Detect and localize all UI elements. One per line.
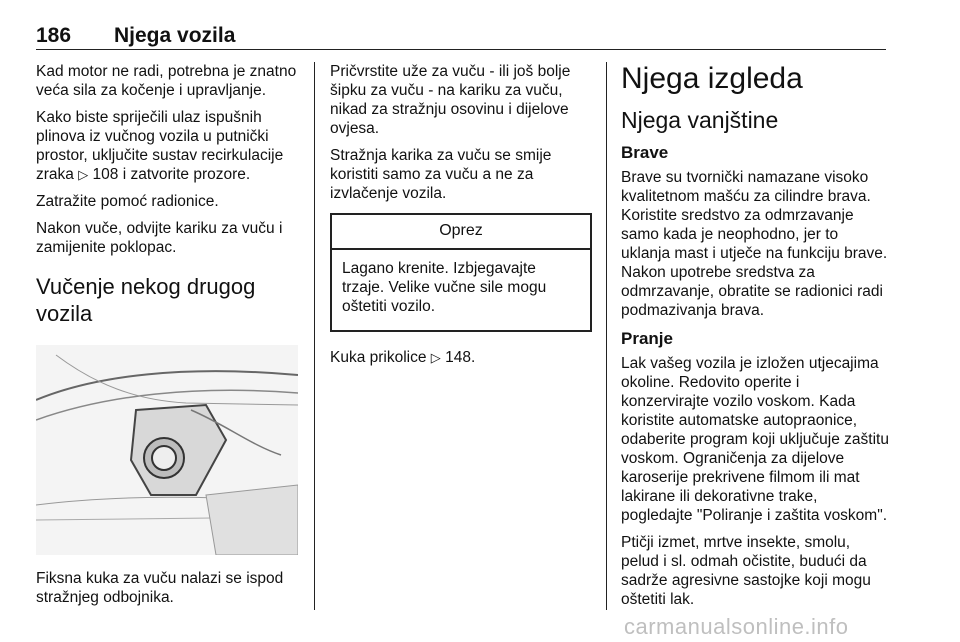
paragraph-text: Kako biste spriječili ulaz ispušnih plinova iz vučnog vozila u putnički prostor, uključite sustav recirkulacije zraka bbox=[36, 109, 284, 183]
section-heading: Vučenje nekog drugog vozila bbox=[36, 274, 256, 326]
column-divider bbox=[606, 62, 607, 610]
reference-arrow-icon: ▷ bbox=[78, 167, 89, 182]
subsection-heading: Pranje bbox=[621, 329, 673, 348]
paragraph: Pričvrstite uže za vuču - ili još bolje šipku za vuču - na kariku za vuču, nikad za stražnju osovinu i dijelove ovjesa. bbox=[330, 63, 571, 137]
paragraph: Ptičji izmet, mrtve insekte, smolu, pelud i sl. odmah očistite, budući da sadrže agresivne sastojke koji mogu oštetiti lak. bbox=[621, 534, 871, 608]
column-divider bbox=[314, 62, 315, 610]
subsection-heading: Brave bbox=[621, 143, 669, 162]
caution-box bbox=[330, 213, 592, 332]
watermark: carmanualsonline.info bbox=[624, 614, 849, 639]
caution-title: Oprez bbox=[332, 215, 590, 250]
header-rule bbox=[36, 49, 886, 50]
section-heading: Njega vanjštine bbox=[621, 107, 779, 133]
column-2 bbox=[330, 62, 592, 375]
paragraph: Zatražite pomoć radionice. bbox=[36, 193, 219, 210]
page-number: 186 bbox=[36, 24, 72, 47]
page-title: Njega vozila bbox=[114, 24, 236, 47]
paragraph-text: Kuka prikolice bbox=[330, 349, 431, 366]
column-1 bbox=[36, 62, 298, 615]
paragraph: Brave su tvornički namazane visoko kvalitetnom mašću za cilindre brava. Koristite sredstvo za odmrzavanje samo kada je neophodno, jer to uklanja mast i utječe na funkciju brave. Nakon upotrebe sredstva za odmrzavanje, obratite se radionici radi podmazivanja brava. bbox=[621, 169, 888, 319]
paragraph: Kad motor ne radi, potrebna je znatno veća sila za kočenje i upravljanje. bbox=[36, 63, 297, 99]
reference-arrow-icon: ▷ bbox=[430, 350, 441, 365]
paragraph-text: i zatvorite prozore. bbox=[118, 166, 251, 183]
page-reference[interactable]: 148. bbox=[445, 349, 476, 366]
tow-hook-illustration bbox=[36, 345, 298, 555]
paragraph: Stražnja karika za vuču se smije koristiti samo za vuču a ne za izvlačenje vozila. bbox=[330, 147, 552, 202]
paragraph: Nakon vuče, odvijte kariku za vuču i zamijenite poklopac. bbox=[36, 220, 283, 256]
paragraph: Lak vašeg vozila je izložen utjecajima okoline. Redovito operite i konzervirajte vozilo voskom. Kada koristite automatske autopraonice, odaberite program koji uključuje zaštitu voskom. Ograničenja za dijelove karoserije prekrivene filmom ili mat lakirane ili dekorativne trake, pogledajte "Poliranje i zaštita voskom". bbox=[621, 355, 889, 524]
paragraph bbox=[330, 348, 592, 367]
page-reference[interactable]: 108 bbox=[92, 166, 119, 183]
image-caption: Fiksna kuka za vuču nalazi se ispod stražnjeg odbojnika. bbox=[36, 570, 284, 606]
caution-text: Lagano krenite. Izbjegavajte trzaje. Velike vučne sile mogu oštetiti vozilo. bbox=[342, 260, 547, 315]
paragraph bbox=[36, 108, 298, 184]
chapter-heading: Njega izgleda bbox=[621, 62, 803, 95]
column-3 bbox=[621, 62, 889, 617]
page-header bbox=[36, 20, 886, 50]
